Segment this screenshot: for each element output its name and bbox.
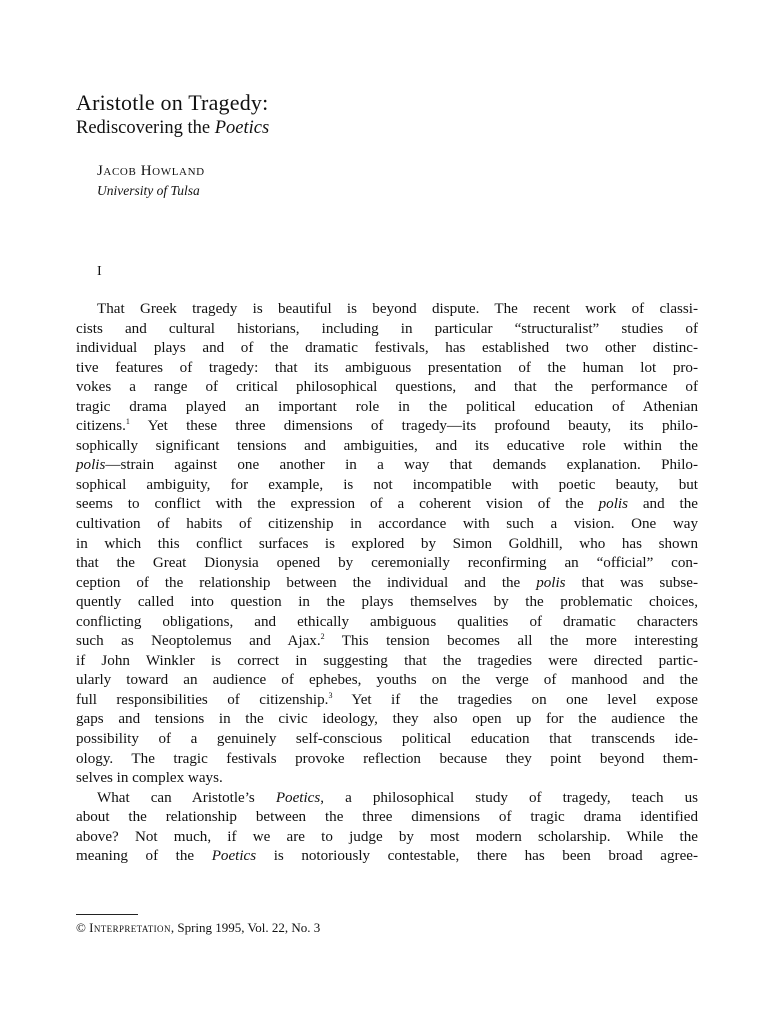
article-body	[76, 300, 698, 867]
body-line	[76, 417, 698, 437]
text-run: What can Aristotle’s	[97, 789, 276, 806]
text-run: ularly toward an audience of ephebes, youths on the verge of manhood and the	[76, 672, 698, 689]
text-run: tragic drama played an important role in the political education of Athenian	[76, 398, 698, 415]
body-line	[76, 300, 698, 320]
body-line	[76, 378, 698, 398]
text-run: possibility of a genuinely self-conscious political education that transcends ide-	[76, 731, 698, 748]
text-run: Yet if the tragedies on one level expose	[332, 691, 698, 708]
body-line	[76, 671, 698, 691]
paragraph-1	[76, 300, 698, 789]
text-run: This tension becomes all the more interesting	[324, 633, 698, 650]
text-run: full responsibilities of citizenship.	[76, 691, 329, 708]
text-run: cists and cultural historians, including in particular “structuralist” studies of	[76, 320, 698, 337]
journal-details: , Spring 1995, Vol. 22, No. 3	[170, 920, 321, 935]
body-line	[76, 750, 698, 770]
subtitle-italic-text: Poetics	[214, 118, 270, 138]
body-line	[76, 554, 698, 574]
footnote-marker: 1	[125, 417, 130, 427]
body-line	[76, 535, 698, 555]
text-run: vokes a range of critical philosophical questions, and that the performance of	[76, 379, 698, 396]
text-run: cultivation of habits of citizenship in accordance with such a vision. One way	[76, 516, 698, 533]
text-run: That Greek tragedy is beautiful is beyond dispute. The recent work of classi-	[97, 301, 698, 317]
text-run: about the relationship between the three dimensions of tragic drama identified	[76, 809, 698, 826]
body-line	[76, 515, 698, 535]
text-run: tive features of tragedy: that its ambiguous presentation of the human lot pro-	[76, 359, 698, 376]
body-line	[76, 593, 698, 613]
subtitle-text: Rediscovering the	[76, 118, 215, 138]
body-line	[76, 476, 698, 496]
body-line	[76, 828, 698, 848]
text-run: meaning of the	[76, 848, 212, 865]
body-line	[76, 320, 698, 340]
copyright-symbol: ©	[76, 920, 86, 935]
section-number: I	[97, 264, 102, 279]
text-run: —strain against one another in a way that demands explanation. Philo-	[105, 457, 698, 474]
italic-term: polis	[76, 457, 106, 474]
body-line	[76, 359, 698, 379]
text-run: that was subse-	[565, 574, 698, 591]
text-run: ology. The tragic festivals provoke reflection because they point beyond them-	[76, 750, 698, 767]
text-run: conflicting obligations, and ethically ambiguous qualities of dramatic characters	[76, 613, 698, 630]
body-line	[76, 691, 698, 711]
body-line	[76, 710, 698, 730]
body-line	[76, 495, 698, 515]
author-name: Jacob Howland	[97, 163, 205, 179]
text-run: and the	[627, 496, 699, 513]
text-run: seems to conflict with the expression of a coherent vision of the	[76, 496, 599, 513]
text-run: if John Winkler is correct in suggesting that the tragedies were directed partic-	[76, 652, 698, 669]
text-run: gaps and tensions in the civic ideology, they also open up for the audience the	[76, 711, 698, 728]
text-run: quently called into question in the plays themselves by the problematic choices,	[76, 594, 698, 611]
text-run: sophically significant tensions and ambiguities, and its educative role within the	[76, 437, 698, 454]
paragraph-2	[76, 789, 698, 867]
text-run: selves in complex ways.	[76, 770, 223, 787]
footnote-marker: 2	[320, 632, 325, 642]
body-line	[76, 613, 698, 633]
italic-term: Poetics	[211, 848, 257, 865]
text-run: sophical ambiguity, for example, is not incompatible with poetic beauty, but	[76, 476, 698, 493]
italic-term: polis	[598, 496, 628, 513]
footnote-rule	[76, 914, 138, 915]
text-run: above? Not much, if we are to judge by most modern scholarship. While the	[76, 828, 698, 845]
body-line	[76, 789, 698, 809]
text-run: , a philosophical study of tragedy, teach us	[320, 789, 698, 806]
body-line	[76, 632, 698, 652]
text-run: that the Great Dionysia opened by ceremonially reconfirming an “official” con-	[76, 555, 698, 572]
journal-citation	[76, 920, 320, 936]
body-line	[76, 456, 698, 476]
text-run: is notoriously contestable, there has been broad agree-	[256, 848, 698, 865]
body-line	[76, 437, 698, 457]
footnote-marker: 3	[328, 690, 333, 700]
article-title: Aristotle on Tragedy:	[76, 90, 269, 115]
body-line	[76, 339, 698, 359]
body-line	[76, 847, 698, 867]
body-line	[76, 398, 698, 418]
author-affiliation: University of Tulsa	[97, 183, 200, 198]
body-line	[76, 808, 698, 828]
italic-term: polis	[536, 574, 566, 591]
italic-term: Poetics	[275, 789, 321, 806]
body-line	[76, 652, 698, 672]
text-run: in which this conflict surfaces is explored by Simon Goldhill, who has shown	[76, 535, 698, 552]
body-line	[76, 730, 698, 750]
body-line	[76, 574, 698, 594]
article-subtitle	[76, 118, 269, 139]
journal-name: Interpretation	[89, 920, 171, 935]
body-line	[76, 769, 698, 789]
text-run: Yet these three dimensions of tragedy—its profound beauty, its philo-	[129, 418, 698, 435]
text-run: individual plays and of the dramatic festivals, has established two other distinc-	[76, 340, 698, 357]
text-run: citizens.	[76, 418, 126, 435]
text-run: ception of the relationship between the individual and the	[76, 574, 537, 591]
text-run: such as Neoptolemus and Ajax.	[76, 633, 321, 650]
